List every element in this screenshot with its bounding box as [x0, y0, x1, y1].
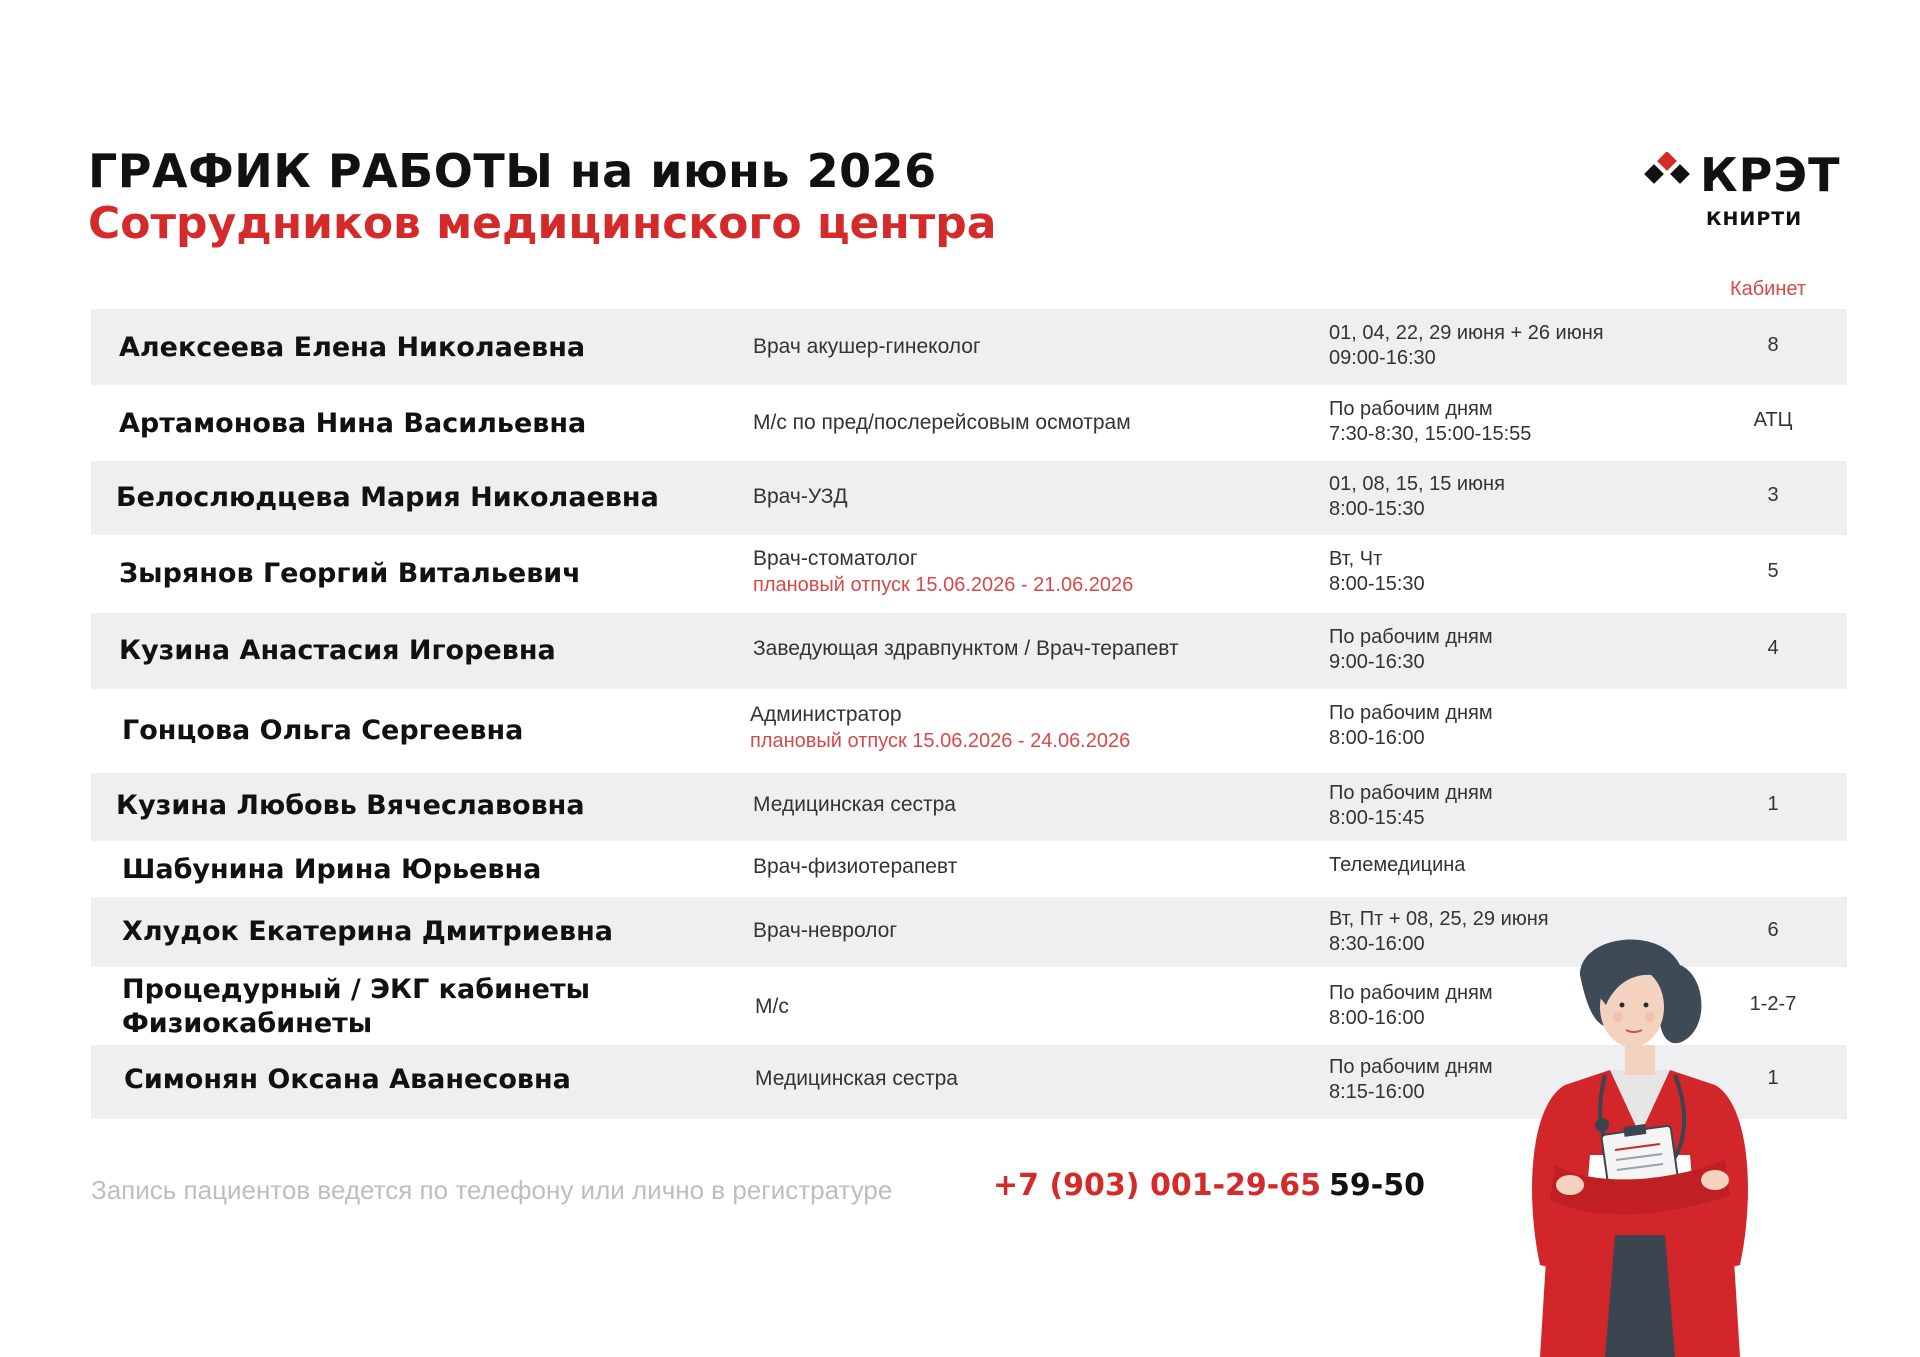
- schedule-days: По рабочим дням: [1329, 626, 1493, 648]
- schedule-days: По рабочим дням: [1329, 782, 1493, 804]
- employee-name: Кузина Любовь Вячеславовна: [116, 790, 585, 821]
- room-number: 6: [1767, 919, 1779, 941]
- employee-schedule: [1329, 321, 1604, 371]
- table-row: [91, 689, 1847, 773]
- employee-schedule: [1329, 547, 1425, 597]
- employee-position: [753, 791, 956, 818]
- schedule-hours: 8:00-15:30: [1329, 498, 1425, 520]
- room-number: 5: [1767, 560, 1779, 582]
- phone-extension: 59-50: [1329, 1168, 1425, 1203]
- position-label: Врач-физиотерапевт: [753, 855, 958, 878]
- employee-name: Зырянов Георгий Витальевич: [119, 558, 581, 589]
- schedule-days: 01, 04, 22, 29 июня + 26 июня: [1329, 322, 1604, 344]
- employee-schedule: [1329, 1055, 1493, 1105]
- position-label: Заведующая здравпунктом / Врач-терапевт: [753, 637, 1179, 660]
- employee-schedule: [1329, 397, 1531, 447]
- room-number: 1: [1767, 793, 1779, 815]
- employee-position: [753, 917, 897, 944]
- logo-wordmark: КРЭТ: [1700, 148, 1841, 202]
- table-row: [91, 535, 1847, 613]
- position-label: Врач-невролог: [753, 919, 897, 942]
- table-row: [91, 773, 1847, 841]
- employee-position: [755, 1065, 958, 1092]
- schedule-hours: 7:30-8:30, 15:00-15:55: [1329, 423, 1532, 445]
- vacation-note: плановый отпуск 15.06.2026 - 21.06.2026: [753, 574, 1134, 596]
- employee-schedule: [1329, 701, 1493, 751]
- name-line-2: Физиокабинеты: [122, 1008, 373, 1039]
- table-row: [91, 841, 1847, 897]
- schedule-days: По рабочим дням: [1329, 702, 1493, 724]
- employee-name: [122, 973, 590, 1041]
- employee-position: [755, 993, 789, 1020]
- schedule-days: Вт, Пт + 08, 25, 29 июня: [1329, 908, 1549, 930]
- employee-position: [753, 483, 848, 510]
- room-number: 1-2-7: [1749, 993, 1797, 1015]
- table-row: [91, 309, 1847, 385]
- employee-name: Гонцова Ольга Сергеевна: [122, 715, 524, 746]
- schedule-hours: 8:00-15:45: [1329, 807, 1425, 829]
- table-row: [91, 613, 1847, 689]
- page-subtitle: Сотрудников медицинского центра: [88, 198, 997, 249]
- table-row: [91, 385, 1847, 461]
- employee-name: Хлудок Екатерина Дмитриевна: [122, 916, 613, 947]
- room-number: 4: [1767, 637, 1779, 659]
- schedule-hours: 8:00-15:30: [1329, 573, 1425, 595]
- schedule-days: Вт, Чт: [1329, 548, 1383, 570]
- employee-schedule: [1329, 625, 1493, 675]
- schedule-hours: 9:00-16:30: [1329, 651, 1425, 673]
- room-number: 8: [1767, 334, 1779, 356]
- employee-position: [753, 545, 1133, 599]
- employee-name: Симонян Оксана Аванесовна: [124, 1064, 571, 1095]
- position-label: М/с по пред/послерейсовым осмотрам: [753, 411, 1131, 434]
- table-row: [91, 461, 1847, 535]
- employee-position: [753, 333, 981, 360]
- employee-name: Шабунина Ирина Юрьевна: [122, 854, 542, 885]
- room-number: 3: [1767, 484, 1779, 506]
- position-label: Врач акушер-гинеколог: [753, 335, 981, 358]
- schedule-hours: 09:00-16:30: [1329, 347, 1436, 369]
- schedule-hours: 8:15-16:00: [1329, 1081, 1425, 1103]
- company-logo: [1640, 150, 1850, 230]
- employee-name: Артамонова Нина Васильевна: [119, 408, 587, 439]
- employee-name: Кузина Анастасия Игоревна: [119, 635, 556, 666]
- room-column-header: Кабинет: [1729, 278, 1807, 300]
- phone-number[interactable]: +7 (903) 001-29-65: [993, 1168, 1321, 1203]
- doctor-illustration-icon: [1510, 935, 1770, 1357]
- employee-name: Алексеева Елена Николаевна: [119, 332, 586, 363]
- position-label: Врач-УЗД: [753, 485, 848, 508]
- booking-note: Запись пациентов ведется по телефону или лично в регистратуре: [91, 1175, 893, 1205]
- employee-schedule: [1329, 781, 1493, 831]
- position-label: Администратор: [750, 703, 902, 726]
- schedule-hours: 8:00-16:00: [1329, 727, 1425, 749]
- employee-schedule: [1329, 472, 1505, 522]
- schedule-days: Телемедицина: [1329, 854, 1466, 876]
- diamond-cluster-logo-icon: [1640, 152, 1696, 192]
- schedule-hours: 8:00-16:00: [1329, 1007, 1425, 1029]
- employee-name: Белослюдцева Мария Николаевна: [116, 482, 659, 513]
- employee-schedule: [1329, 981, 1493, 1031]
- room-number: АТЦ: [1753, 409, 1793, 431]
- logo-subtitle: КНИРТИ: [1706, 208, 1803, 230]
- employee-position: [753, 409, 1131, 436]
- position-label: Врач-стоматолог: [753, 547, 918, 570]
- employee-position: [750, 701, 1130, 755]
- vacation-note: плановый отпуск 15.06.2026 - 24.06.2026: [750, 730, 1131, 752]
- position-label: М/с: [755, 995, 789, 1018]
- room-number: 1: [1767, 1067, 1779, 1089]
- schedule-days: По рабочим дням: [1329, 982, 1493, 1004]
- position-label: Медицинская сестра: [755, 1067, 958, 1090]
- employee-schedule: [1329, 853, 1465, 878]
- name-line-1: Процедурный / ЭКГ кабинеты: [122, 974, 591, 1005]
- schedule-hours: 8:30-16:00: [1329, 933, 1425, 955]
- employee-position: [753, 635, 1179, 662]
- position-label: Медицинская сестра: [753, 793, 956, 816]
- employee-position: [753, 853, 957, 880]
- schedule-days: По рабочим дням: [1329, 1056, 1493, 1078]
- page-title: ГРАФИК РАБОТЫ на июнь 2026: [88, 144, 937, 198]
- schedule-days: По рабочим дням: [1329, 398, 1493, 420]
- schedule-days: 01, 08, 15, 15 июня: [1329, 473, 1505, 495]
